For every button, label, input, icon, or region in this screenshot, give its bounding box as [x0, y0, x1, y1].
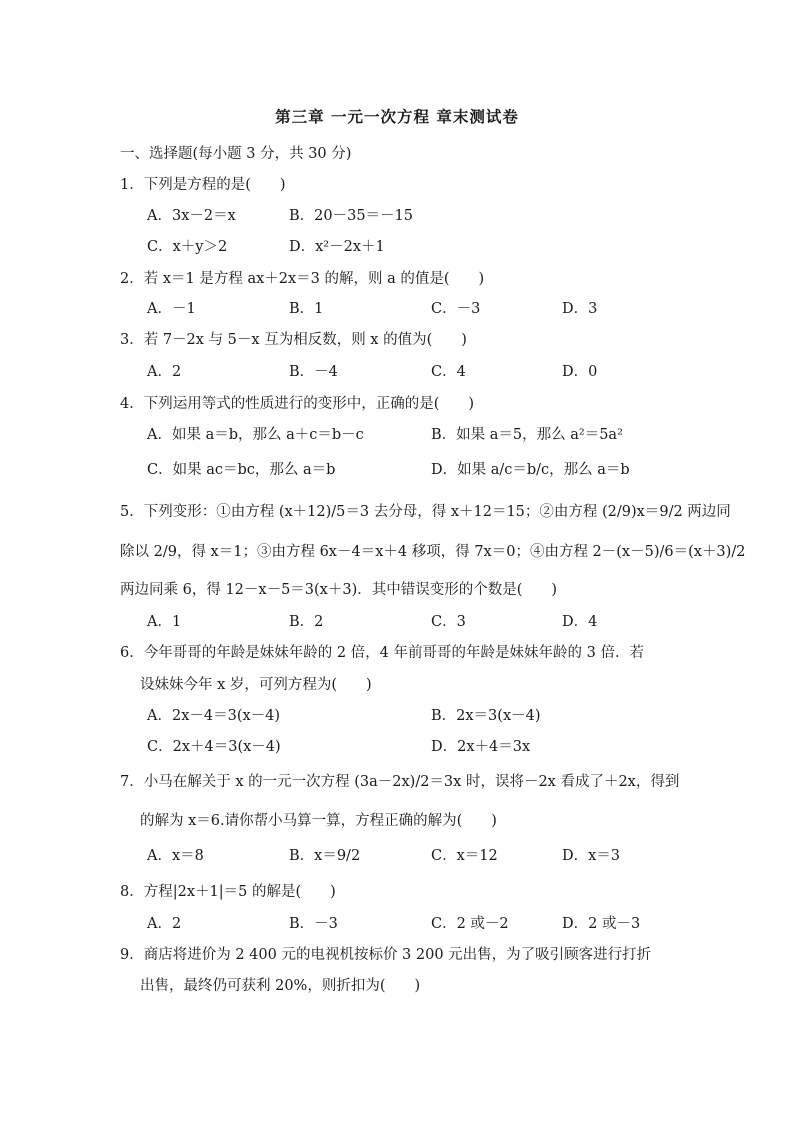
q7-option-d[interactable]: D．x＝3: [562, 848, 621, 864]
q8-option-a[interactable]: A．2: [147, 916, 182, 932]
q8-option-c[interactable]: C．2 或－2: [431, 916, 509, 932]
q5-option-d[interactable]: D．4: [562, 614, 598, 630]
q7-option-a[interactable]: A．x＝8: [147, 848, 204, 864]
q6-option-b[interactable]: B．2x＝3(x－4): [431, 708, 541, 724]
q4-option-d[interactable]: D．如果 a/c＝b/c，那么 a＝b: [431, 462, 630, 478]
q2-stem: 2．若 x＝1 是方程 ax＋2x＝3 的解，则 a 的值是( ): [120, 271, 485, 287]
q3-option-d[interactable]: D．0: [562, 364, 598, 380]
q6-option-a[interactable]: A．2x－4＝3(x－4): [147, 708, 281, 724]
q8-option-b[interactable]: B．－3: [289, 916, 338, 932]
q9-line-1: 9．商店将进价为 2 400 元的电视机按标价 3 200 元出售，为了吸引顾客进行打折: [120, 947, 652, 963]
q5-option-b[interactable]: B．2: [289, 614, 324, 630]
q8-option-d[interactable]: D．2 或－3: [562, 916, 641, 932]
q1-option-b[interactable]: B．20－35＝－15: [289, 208, 414, 224]
q3-option-c[interactable]: C．4: [431, 364, 466, 380]
q4-option-b[interactable]: B．如果 a＝5，那么 a²＝5a²: [431, 427, 623, 443]
q1-option-c[interactable]: C．x＋y＞2: [147, 239, 228, 255]
page-title: 第三章 一元一次方程 章末测试卷: [275, 107, 519, 126]
q6-option-c[interactable]: C．2x＋4＝3(x－4): [147, 739, 281, 755]
q7-option-b[interactable]: B．x＝9/2: [289, 848, 361, 864]
q7-line-2: 的解为 x＝6.请你帮小马算一算，方程正确的解为( ): [140, 813, 497, 829]
q5-option-c[interactable]: C．3: [431, 614, 466, 630]
q1-option-a[interactable]: A．3x－2＝x: [147, 208, 236, 224]
q5-option-a[interactable]: A．1: [147, 614, 182, 630]
q2-option-d[interactable]: D．3: [562, 301, 598, 317]
section-heading: 一、选择题(每小题 3 分，共 30 分): [120, 146, 352, 162]
q1-option-d[interactable]: D．x²－2x＋1: [289, 239, 385, 255]
q5-line-3: 两边同乘 6，得 12－x－5＝3(x＋3)．其中错误变形的个数是( ): [120, 582, 558, 598]
q4-stem: 4．下列运用等式的性质进行的变形中，正确的是( ): [120, 396, 475, 412]
q9-line-2: 出售，最终仍可获利 20%，则折扣为( ): [140, 978, 421, 994]
q3-stem: 3．若 7－2x 与 5－x 互为相反数，则 x 的值为( ): [120, 332, 467, 348]
q6-option-d[interactable]: D．2x＋4＝3x: [431, 739, 531, 755]
q6-line-2: 设妹妹今年 x 岁，可列方程为( ): [140, 677, 372, 693]
q5-line-2: 除以 2/9，得 x＝1；③由方程 6x－4＝x＋4 移项，得 7x＝0；④由方程 2－(x－5)/6＝(x＋3)/2: [120, 544, 746, 560]
q3-option-b[interactable]: B．－4: [289, 364, 338, 380]
q2-option-c[interactable]: C．－3: [431, 301, 481, 317]
q4-option-a[interactable]: A．如果 a＝b，那么 a＋c＝b－c: [147, 427, 364, 443]
q2-option-b[interactable]: B．1: [289, 301, 324, 317]
q7-line-1: 7．小马在解关于 x 的一元一次方程 (3a－2x)/2＝3x 时，误将－2x 看成了＋2x，得到: [120, 774, 680, 790]
q1-stem: 1．下列是方程的是( ): [120, 177, 286, 193]
q3-option-a[interactable]: A．2: [147, 364, 182, 380]
q6-line-1: 6．今年哥哥的年龄是妹妹年龄的 2 倍，4 年前哥哥的年龄是妹妹年龄的 3 倍．若: [120, 645, 644, 661]
q5-line-1: 5．下列变形：①由方程 (x＋12)/5＝3 去分母，得 x＋12＝15；②由方程 (2/9)x＝9/2 两边同: [120, 504, 731, 520]
q4-option-c[interactable]: C．如果 ac＝bc，那么 a＝b: [147, 462, 336, 478]
q7-option-c[interactable]: C．x＝12: [431, 848, 498, 864]
q2-option-a[interactable]: A．－1: [147, 301, 196, 317]
q8-stem: 8．方程|2x＋1|＝5 的解是( ): [120, 884, 336, 900]
